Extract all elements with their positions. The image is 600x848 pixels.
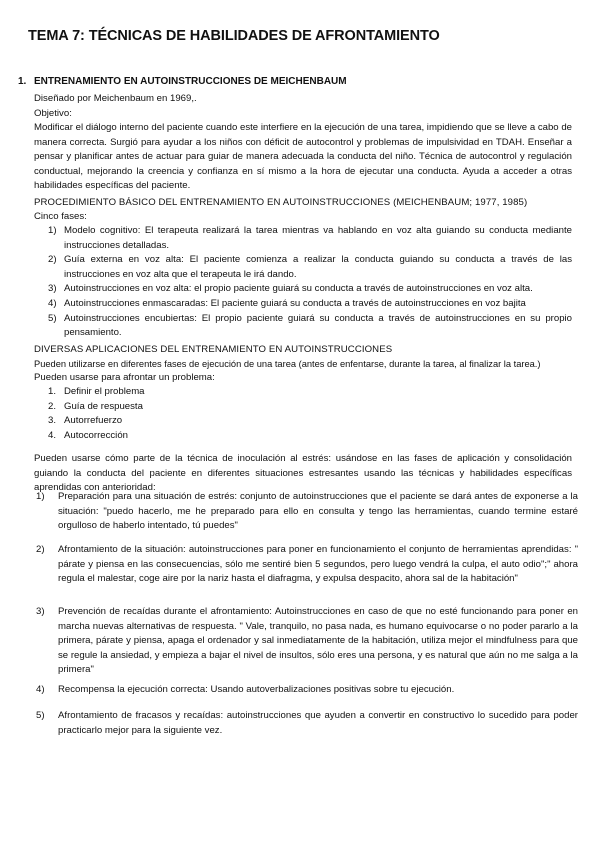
page-title: TEMA 7: TÉCNICAS DE HABILIDADES DE AFRONTAMIENTO — [28, 28, 440, 44]
designed-by: Diseñado por Meichenbaum en 1969,. — [34, 93, 197, 104]
applications-heading: DIVERSAS APLICACIONES DEL ENTRENAMIENTO EN AUTOINSTRUCCIONES — [34, 344, 393, 355]
stress-list — [34, 709, 578, 738]
applications-line-2: Pueden usarse para afrontar un problema: — [34, 372, 215, 383]
objective-label: Objetivo: — [34, 107, 72, 119]
section-heading — [18, 76, 347, 87]
list-item: 4. Autocorrección — [48, 429, 128, 441]
list-item: 2) Afrontamiento de la situación: autoinstrucciones para poner en funcionamiento el conjunto de herramientas aprendidas: " párate y piensa en las consecuencias, sólo me sentiré bien 5 segundos, pero luego vendrá la culpa, el auto odio";" ahora regula el malestar, coge aire por la nariz hasta el diafragma, y expulsa despacito, ahora sal de la habitación" — [36, 544, 578, 585]
procedure-intro: Cinco fases: — [34, 211, 87, 222]
procedure-heading: PROCEDIMIENTO BÁSICO DEL ENTRENAMIENTO EN AUTOINSTRUCCIONES (MEICHENBAUM; 1977, 1985) — [34, 197, 528, 208]
objective-text: Modificar el diálogo interno del paciente cuando este interfiere en la ejecución de una tarea, impidiendo que se lleve a cabo de manera correcta. Surgió para ayudar a los niños con déficit de autocontrol y problemas de impulsividad en TDAH. Enseñar a pensar y planificar antes de actuar para guiar de manera adecuada la conducta del niño. Técnica de autocontrol y regulación conductual, mejorando la creencia y confianza en sí mismo a la hora de ejecutar una conducta. Ayuda a acceder a otras habilidades específicas del paciente. — [34, 122, 572, 192]
list-item: 4) Recompensa la ejecución correcta: Usando autoverbalizaciones positivas sobre tu ejecución. — [36, 684, 455, 695]
stress-list — [34, 543, 578, 587]
problem-steps-list — [34, 385, 145, 443]
list-item: 3) Prevención de recaídas durante el afrontamiento: Autoinstrucciones en caso de que no esté funcionando para poner en marcha nuevas alternativas de respuesta. " Vale, tranquilo, no pasa nada, es humano equivocarse o no poder pararlo a la primera, párate y piensa, apaga el ordenador y sal inmediatamente de la habitación, utiliza mejor el mindfulness para que se regule la ansiedad, y empieza a bajar el nivel de insultos, sólo eres una persona, y es natural que aún no me salga a la primera" — [36, 606, 578, 676]
stress-list — [34, 490, 578, 534]
procedure-list — [34, 224, 572, 341]
list-item: 4) Autoinstrucciones enmascaradas: El paciente guiará su conducta a través de autoinstrucciones en voz bajita — [48, 297, 526, 309]
stress-list — [34, 605, 578, 678]
stress-intro: Pueden usarse cómo parte de la técnica de inoculación al estrés: usándose en las fases de aplicación y consolidación guiando la conducta del paciente en diferentes situaciones estresantes usando las técnicas y habilidades específicas aprendidas con anterioridad: — [34, 453, 572, 494]
section-intro — [34, 92, 572, 121]
list-item: 1) Modelo cognitivo: El terapeuta realizará la tarea mientras va hablando en voz alta guiando su conducta mediante instrucciones detalladas. — [48, 225, 572, 251]
list-item: 3. Autorrefuerzo — [48, 415, 123, 427]
list-item: 2. Guía de respuesta — [48, 400, 143, 412]
list-item: 1) Preparación para una situación de estrés: conjunto de autoinstrucciones que el paciente se dará antes de exponerse a la situación: "puedo hacerlo, me he preparado para ello en consulta y tengo las herramientas, cuando termine estaré orgulloso de haberlo intentado, tú puedes" — [36, 491, 578, 532]
applications-line-1: Pueden utilizarse en diferentes fases de ejecución de una tarea (antes de enfentarse, durante la tarea, al finalizar la tarea.) — [34, 359, 541, 369]
list-item: 1. Definir el problema — [48, 386, 145, 397]
list-item: 2) Guía externa en voz alta: El paciente comienza a realizar la conducta guiando su conducta a través de las instrucciones en voz alta que el terapeuta le irá dando. — [48, 254, 572, 280]
section-title: ENTRENAMIENTO EN AUTOINSTRUCCIONES DE MEICHENBAUM — [34, 76, 347, 87]
list-item: 3) Autoinstrucciones en voz alta: el propio paciente guiará su conducta a través de autoinstrucciones en voz alta. — [48, 283, 533, 295]
stress-list — [34, 683, 578, 698]
section-number: 1. — [18, 76, 27, 87]
list-item: 5) Afrontamiento de fracasos y recaídas: autoinstrucciones que ayuden a convertir en constructivo lo sucedido para poder practicarlo mejor para la siguiente vez. — [36, 710, 578, 736]
list-item: 5) Autoinstrucciones encubiertas: El propio paciente guiará su conducta a través de autoinstrucciones en su propio pensamiento. — [48, 312, 572, 339]
